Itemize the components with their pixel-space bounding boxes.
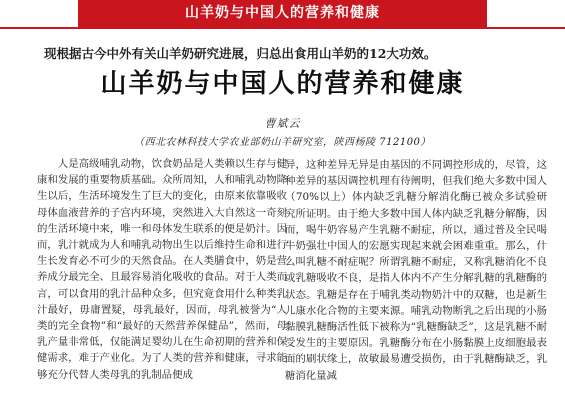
body-left-column xyxy=(37,156,287,403)
left-column-text: 人是高级哺乳动物，饮食奶品是人类赖以生存与健康和发展的重要物质基础。众所周知，人和哺乳动物降生以后，生活环境发生了巨大的变化，由原来依靠吸收母体血液营养的子宫内环境，突然进入大自然这一奇刻的生活环境中来，唯一和母体发生联系的便是奶汁。因而，乳汁就成为人和哺乳动物出生以后维持生命和进行生长发育必不可少的天然食品。在人类膳食中，奶是营养成分最完全、且最容易消化吸收的食品。对于人类而言，可以食用的乳汁品种众多，但究竟食用什么种类乳汁最好，毋庸置疑，母乳最好，因而，母乳被誉为“人类的完全食物”和“最好的天然营养保健品”，然而，母乳产量非常低，仅能满足婴幼儿在生命初期的营养和保健需求，难于产业化。为了人类的营养和健康，寻求能够充分代替人类母乳的乳制品便成 xyxy=(37,158,287,381)
right-column-text: 异，这种差异无异是由基因的不同调控形成的，尽管，这种差异的基因调控机理有待阐明，但我们绝大多数中国人（70%以上）体内缺乏乳糖分解消化酶已被众多试验研究所证明。由于绝大多数中国人体内缺乏乳糖分解酶，因而，喝牛奶容易产生乳糖不耐症，所以，通过普及全民喝牛奶强壮中国人的宏愿实现起来就会困难重重。那么，什么叫乳糖不耐症呢？所谓乳糖不耐症，又称乳糖消化不良或乳糖吸收不良，是指人体内不产生分解乳糖的乳糖酶的状态。乳糖是存在于哺乳类动物奶汁中的双糖，也是新生儿康水化合物的主要来源。哺乳动物断乳之后出现的小肠黏膜乳糖酶活性低下被称为“乳糖酶缺乏”，这是乳糖不耐受发生的主要原因。乳糖酶分布在小肠黏膜上皮细胞最表面的刷状缘上，故敏最易遭受损伤，由于乳糖酶缺乏，乳糖消化量减 xyxy=(285,159,547,382)
top-rule xyxy=(0,27,565,29)
banner-title: 山羊奶与中国人的营养和健康 xyxy=(78,0,487,27)
intro-text: 现根据古今中外有关山羊奶研究进展，归总出食用山羊奶的12大功效。 xyxy=(44,46,437,61)
body-right-column xyxy=(285,157,547,403)
article-title: 山羊奶与中国人的营养和健康 xyxy=(100,69,465,99)
article-author: 曹斌云 xyxy=(264,117,301,130)
article-affiliation: （西北农林科技大学农业部奶山羊研究室，陕西杨陵 712100） xyxy=(134,137,431,148)
